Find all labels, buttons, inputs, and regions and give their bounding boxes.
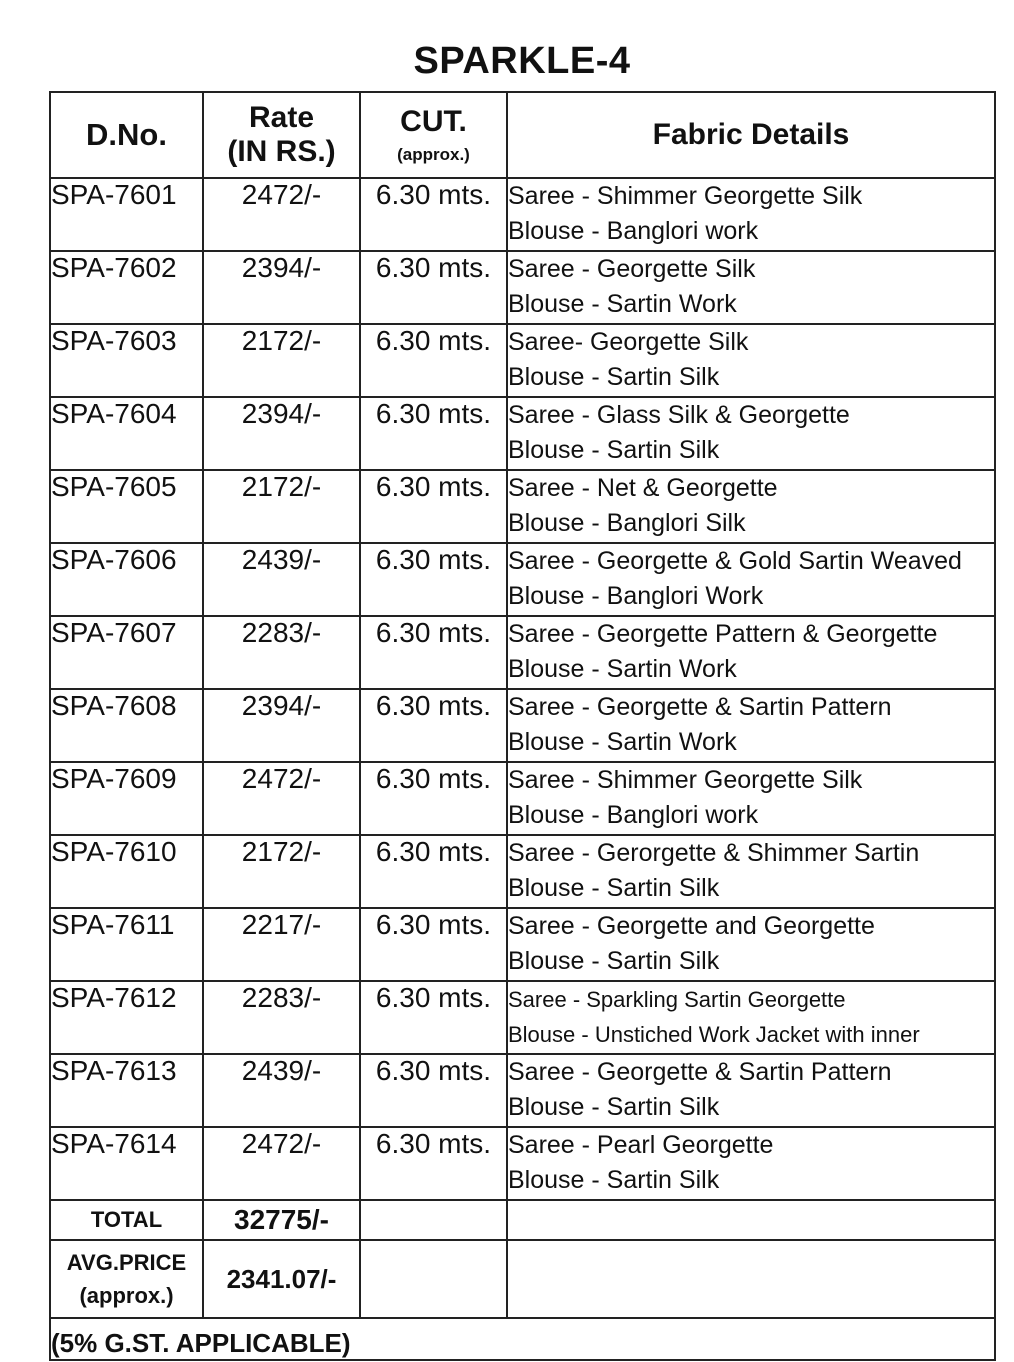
rate-value: 2172/- <box>203 324 360 397</box>
saree-detail: Saree - Georgette Silk <box>508 255 756 283</box>
saree-detail: Saree - Georgette & Gold Sartin Weaved <box>508 547 962 575</box>
table-row <box>50 835 995 908</box>
cut-length: 6.30 mts. <box>360 178 507 251</box>
fabric-details <box>507 1054 995 1127</box>
table-row <box>50 1127 995 1200</box>
cut-length: 6.30 mts. <box>360 1054 507 1127</box>
fabric-details <box>507 397 995 470</box>
total-fabric-empty <box>507 1200 995 1240</box>
table-row <box>50 178 995 251</box>
header-rate <box>203 92 360 178</box>
rate-value: 2394/- <box>203 251 360 324</box>
table-row <box>50 689 995 762</box>
table-row <box>50 981 995 1054</box>
saree-detail: Saree - Georgette & Sartin Pattern <box>508 1058 892 1086</box>
saree-detail: Saree - Shimmer Georgette Silk <box>508 182 863 210</box>
cut-length: 6.30 mts. <box>360 835 507 908</box>
saree-detail: Saree - Sparkling Sartin Georgette <box>508 987 846 1012</box>
design-number: SPA-7613 <box>50 1054 203 1127</box>
cut-length: 6.30 mts. <box>360 324 507 397</box>
blouse-detail: Blouse - Sartin Silk <box>508 363 720 391</box>
blouse-detail: Blouse - Sartin Silk <box>508 436 720 464</box>
table-row <box>50 251 995 324</box>
avg-cut-empty <box>360 1240 507 1318</box>
design-number: SPA-7602 <box>50 251 203 324</box>
avg-price-value: 2341.07/- <box>203 1240 360 1318</box>
design-number: SPA-7609 <box>50 762 203 835</box>
avg-fabric-empty <box>507 1240 995 1318</box>
design-number: SPA-7607 <box>50 616 203 689</box>
rate-value: 2439/- <box>203 543 360 616</box>
design-number: SPA-7611 <box>50 908 203 981</box>
blouse-detail: Blouse - Sartin Silk <box>508 874 720 902</box>
saree-detail: Saree - Net & Georgette <box>508 474 778 502</box>
cut-length: 6.30 mts. <box>360 251 507 324</box>
rate-value: 2472/- <box>203 178 360 251</box>
cut-length: 6.30 mts. <box>360 397 507 470</box>
saree-detail: Saree - Georgette Pattern & Georgette <box>508 620 938 648</box>
blouse-detail: Blouse - Sartin Silk <box>508 1093 720 1121</box>
total-row <box>50 1200 995 1240</box>
design-number: SPA-7605 <box>50 470 203 543</box>
fabric-details <box>507 251 995 324</box>
header-cut <box>360 92 507 178</box>
table-row <box>50 470 995 543</box>
blouse-detail: Blouse - Sartin Work <box>508 290 737 318</box>
rate-value: 2172/- <box>203 470 360 543</box>
fabric-details <box>507 1127 995 1200</box>
rate-value: 2394/- <box>203 397 360 470</box>
table-header-row <box>50 92 995 178</box>
saree-detail: Saree - Gerorgette & Shimmer Sartin <box>508 839 920 867</box>
design-number: SPA-7612 <box>50 981 203 1054</box>
avg-label-line2: (approx.) <box>79 1283 174 1308</box>
saree-detail: Saree - Georgette & Sartin Pattern <box>508 693 892 721</box>
table-row <box>50 616 995 689</box>
rate-value: 2283/- <box>203 981 360 1054</box>
design-number: SPA-7608 <box>50 689 203 762</box>
cut-length: 6.30 mts. <box>360 543 507 616</box>
rate-value: 2472/- <box>203 1127 360 1200</box>
table-row <box>50 762 995 835</box>
blouse-detail: Blouse - Sartin Silk <box>508 1166 720 1194</box>
header-cut-main: CUT. <box>400 105 467 138</box>
fabric-details <box>507 908 995 981</box>
table-row <box>50 1054 995 1127</box>
cut-length: 6.30 mts. <box>360 981 507 1054</box>
header-rate-line2: (IN RS.) <box>227 135 336 168</box>
total-value: 32775/- <box>203 1200 360 1240</box>
saree-detail: Saree - Georgette and Georgette <box>508 912 875 940</box>
cut-length: 6.30 mts. <box>360 616 507 689</box>
rate-value: 2394/- <box>203 689 360 762</box>
fabric-details <box>507 324 995 397</box>
fabric-details <box>507 762 995 835</box>
fabric-details <box>507 981 995 1054</box>
price-table <box>49 91 996 1361</box>
cut-length: 6.30 mts. <box>360 762 507 835</box>
rate-value: 2439/- <box>203 1054 360 1127</box>
design-number: SPA-7606 <box>50 543 203 616</box>
rate-value: 2217/- <box>203 908 360 981</box>
header-cut-sub: (approx.) <box>397 145 470 164</box>
header-dno: D.No. <box>50 92 203 178</box>
header-fabric: Fabric Details <box>507 92 995 178</box>
table-row <box>50 397 995 470</box>
avg-price-label <box>50 1240 203 1318</box>
rate-value: 2172/- <box>203 835 360 908</box>
total-cut-empty <box>360 1200 507 1240</box>
avg-price-row <box>50 1240 995 1318</box>
blouse-detail: Blouse - Sartin Work <box>508 655 737 683</box>
blouse-detail: Blouse - Unstiched Work Jacket with inner <box>508 1022 920 1047</box>
table-row <box>50 908 995 981</box>
gst-row <box>50 1318 995 1360</box>
saree-detail: Saree - Pearl Georgette <box>508 1131 774 1159</box>
design-number: SPA-7610 <box>50 835 203 908</box>
cut-length: 6.30 mts. <box>360 908 507 981</box>
blouse-detail: Blouse - Banglori Silk <box>508 509 746 537</box>
header-rate-line1: Rate <box>248 100 315 134</box>
design-number: SPA-7604 <box>50 397 203 470</box>
table-row <box>50 543 995 616</box>
saree-detail: Saree - Shimmer Georgette Silk <box>508 766 863 794</box>
blouse-detail: Blouse - Banglori work <box>508 217 759 245</box>
fabric-details <box>507 178 995 251</box>
cut-length: 6.30 mts. <box>360 470 507 543</box>
total-label: TOTAL <box>50 1200 203 1240</box>
design-number: SPA-7603 <box>50 324 203 397</box>
avg-label-line1: AVG.PRICE <box>66 1250 187 1275</box>
blouse-detail: Blouse - Sartin Silk <box>508 947 720 975</box>
design-number: SPA-7614 <box>50 1127 203 1200</box>
cut-length: 6.30 mts. <box>360 689 507 762</box>
blouse-detail: Blouse - Sartin Work <box>508 728 737 756</box>
saree-detail: Saree - Glass Silk & Georgette <box>508 401 850 429</box>
fabric-details <box>507 689 995 762</box>
fabric-details <box>507 543 995 616</box>
gst-note: (5% G.ST. APPLICABLE) <box>50 1318 995 1360</box>
blouse-detail: Blouse - Banglori Work <box>508 582 764 610</box>
fabric-details <box>507 835 995 908</box>
table-row <box>50 324 995 397</box>
fabric-details <box>507 470 995 543</box>
saree-detail: Saree- Georgette Silk <box>508 328 749 356</box>
page-title: SPARKLE-4 <box>413 40 631 82</box>
rate-value: 2283/- <box>203 616 360 689</box>
design-number: SPA-7601 <box>50 178 203 251</box>
rate-value: 2472/- <box>203 762 360 835</box>
fabric-details <box>507 616 995 689</box>
blouse-detail: Blouse - Banglori work <box>508 801 759 829</box>
cut-length: 6.30 mts. <box>360 1127 507 1200</box>
